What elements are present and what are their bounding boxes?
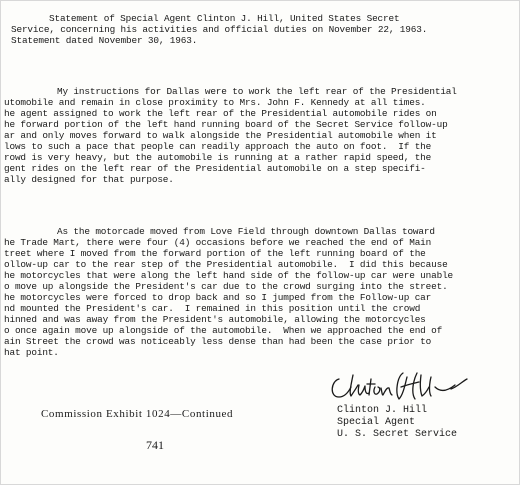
header-line-2: Service, concerning his activities and official duties on November 22, 1963. [11,24,428,35]
paragraph1-line: lows to such a pace that people can readily approach the auto on foot. If the [4,141,432,152]
paragraph1-line: gent rides on the left rear of the Presidential automobile on a step specifi- [4,163,426,174]
paragraph2-line: hat point. [4,347,59,358]
paragraph1-line: rowd is very heavy, but the automobile is running at a rather rapid speed, the [4,152,432,163]
paragraph2-line: treet where I moved from the forward portion of the left running board of the [4,248,426,259]
paragraph1-line: he forward portion of the left hand running board of the Secret Service follow-up [4,119,448,130]
paragraph1-line: ally designed for that purpose. [4,174,174,185]
page-number: 741 [146,438,164,452]
paragraph1-line: utomobile and remain in close proximity to Mrs. John F. Kennedy at all times. [4,97,426,108]
paragraph2-line: he Trade Mart, there were four (4) occasions before we reached the end of Main [4,237,432,248]
paragraph2-line: hinned and was away from the President's automobile, allowing the motorcycles [4,314,426,325]
paragraph2-line: he motorcycles were forced to drop back and so I jumped from the Follow-up car [4,292,432,303]
paragraph1-line: he agent assigned to work the left rear of the Presidential automobile rides on [4,108,437,119]
paragraph2-line: o move up alongside the President's car due to the crowd surging into the street. [4,281,448,292]
header-line-3: Statement dated November 30, 1963. [11,35,198,46]
paragraph1-line: My instructions for Dallas were to work the left rear of the Presidential [57,86,457,97]
exhibit-label: Commission Exhibit 1024—Continued [41,408,234,420]
paragraph2-line: he motorcycles that were along the left hand side of the follow-up car were unable [4,270,454,281]
paragraph2-line: o once again move up alongside of the automobile. When we approached the end of [4,325,443,336]
paragraph2-line: nd mounted the President's car. I remained in this position until the crowd [4,303,421,314]
paragraph2-line: ain Street the crowd was noticeably less dense than had been the case prior to [4,336,432,347]
signature-title: Special Agent [337,417,416,428]
header-line-1: Statement of Special Agent Clinton J. Hill, United States Secret [49,13,400,24]
paragraph2-line: ollow-up car to the rear step of the Presidential automobile. I did this because [4,259,448,270]
paragraph1-line: ar and only moves forward to walk alongside the Presidential automobile when it [4,130,437,141]
paragraph2-line: As the motorcade moved from Love Field through downtown Dallas toward [57,226,435,237]
handwritten-signature [325,367,475,407]
signature-agency: U. S. Secret Service [337,429,458,440]
signature-name: Clinton J. Hill [337,405,428,416]
